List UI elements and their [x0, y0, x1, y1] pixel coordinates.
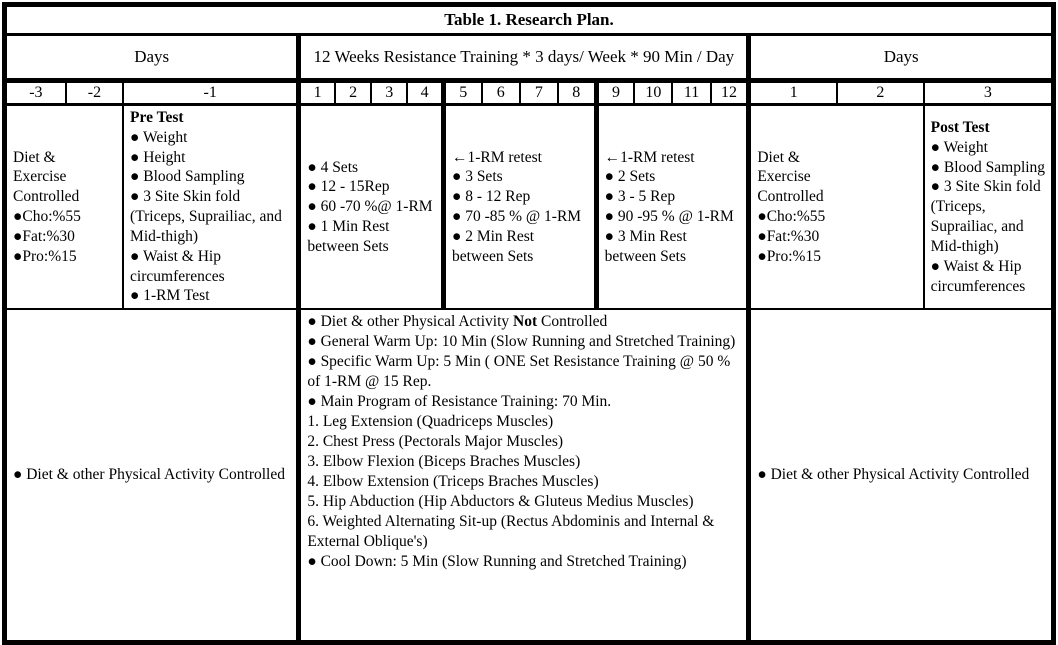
day-cell-post1: 1 — [749, 81, 837, 105]
week-cell-1: 1 — [299, 81, 335, 105]
controlled-note: ● Diet & other Physical Activity Controlled — [757, 466, 1030, 484]
pretest-item: ● Height — [130, 148, 186, 166]
posttest-item: ● Blood Sampling — [930, 158, 1046, 176]
pretest-item: ● 3 Site Skin fold (Triceps, Suprailiac, and Mid-thigh) — [130, 188, 282, 245]
session-item: 1. Leg Extension (Quadriceps Muscles) — [307, 413, 554, 431]
week-cell-2: 2 — [335, 81, 371, 105]
training-item: ● 3 Sets — [451, 168, 503, 186]
posttest-diet-cell — [749, 105, 924, 310]
training-item: ● 90 -95 % @ 1-RM — [604, 208, 734, 226]
training-item: ● 3 Min Rest between Sets — [604, 227, 687, 265]
day-cell-post3: 3 — [924, 81, 1054, 105]
posttest-cell — [924, 105, 1054, 310]
session-item: ● Cool Down: 5 Min (Slow Running and Stretched Training) — [307, 553, 687, 571]
controlled-note: ● Diet & other Physical Activity Controlled — [13, 466, 285, 484]
session-item: 6. Weighted Alternating Sit-up (Rectus Abdominis and Internal & External Oblique's) — [307, 513, 715, 551]
training-item: ● 60 -70 %@ 1-RM — [307, 198, 433, 216]
days-header-left: Days — [5, 35, 299, 81]
diet-line: Exercise — [13, 168, 67, 186]
weeks-9-12-cell — [596, 105, 749, 310]
pretest-item: ● Weight — [130, 128, 188, 146]
posttest-item: ● Waist & Hip circumferences — [930, 257, 1026, 295]
week-cell-7: 7 — [520, 81, 558, 105]
week-cell-6: 6 — [482, 81, 520, 105]
pretest-heading: Pre Test — [130, 109, 184, 126]
diet-line: Exercise — [757, 168, 811, 186]
training-item: ● 12 - 15Rep — [307, 178, 390, 196]
session-item: ● Specific Warm Up: 5 Min ( ONE Set Resistance Training @ 50 % of 1-RM @ 15 Rep. — [307, 353, 731, 391]
pretest-item: ● 1-RM Test — [130, 287, 210, 305]
diet-line: Controlled — [757, 188, 824, 206]
training-item: ● 4 Sets — [307, 158, 359, 176]
weeks-5-8-cell — [443, 105, 596, 310]
bottom-left-cell — [5, 309, 299, 643]
training-item: ● 2 Min Rest between Sets — [451, 227, 535, 265]
week-cell-3: 3 — [371, 81, 407, 105]
session-item: 3. Elbow Flexion (Biceps Braches Muscles) — [307, 453, 581, 471]
pretest-cell — [123, 105, 299, 310]
week-cell-4: 4 — [407, 81, 443, 105]
note-prefix: ● Diet & other Physical Activity — [307, 313, 513, 331]
training-header: 12 Weeks Resistance Training * 3 days/ Week * 90 Min / Day — [299, 35, 749, 81]
week-cell-12: 12 — [711, 81, 749, 105]
session-item: 2. Chest Press (Pectorals Major Muscles) — [307, 433, 564, 451]
day-cell-post2: 2 — [837, 81, 923, 105]
note-bold-word: Not — [513, 313, 538, 331]
diet-line: Diet & — [13, 148, 56, 166]
session-item: 5. Hip Abduction (Hip Abductors & Gluteus Medius Muscles) — [307, 493, 694, 511]
rm-retest-note: ←1-RM retest — [604, 148, 695, 166]
pretest-diet-cell — [5, 105, 124, 310]
research-plan-table — [2, 2, 1056, 645]
day-cell-minus1: -1 — [123, 81, 299, 105]
diet-line: ●Cho:%55 — [13, 208, 81, 226]
day-cell-minus3: -3 — [5, 81, 66, 105]
diet-line: ●Fat:%30 — [757, 227, 820, 245]
bottom-right-cell — [749, 309, 1054, 643]
diet-line: ●Pro:%15 — [13, 247, 77, 265]
week-cell-10: 10 — [634, 81, 672, 105]
session-item: ● General Warm Up: 10 Min (Slow Running and Stretched Training) — [307, 333, 736, 351]
rm-retest-note: ←1-RM retest — [451, 148, 542, 166]
training-item: ● 2 Sets — [604, 168, 656, 186]
week-cell-8: 8 — [558, 81, 596, 105]
posttest-item: ● Weight — [930, 138, 988, 156]
diet-line: ●Cho:%55 — [757, 208, 826, 226]
training-item: ● 1 Min Rest between Sets — [307, 218, 390, 255]
diet-line: ●Fat:%30 — [13, 227, 75, 245]
day-cell-minus2: -2 — [66, 81, 123, 105]
pretest-item: ● Blood Sampling — [130, 168, 245, 186]
posttest-heading: Post Test — [930, 118, 990, 136]
weeks-1-4-cell — [299, 105, 444, 310]
training-item: ● 8 - 12 Rep — [451, 188, 531, 206]
diet-line: ●Pro:%15 — [757, 247, 821, 265]
table-title: Table 1. Research Plan. — [5, 5, 1054, 35]
diet-line: Diet & — [757, 148, 800, 166]
not-controlled-note — [307, 312, 740, 332]
diet-line: Controlled — [13, 188, 80, 206]
training-item: ● 3 - 5 Rep — [604, 188, 676, 206]
session-item: 4. Elbow Extension (Triceps Braches Muscles) — [307, 473, 599, 491]
training-item: ● 70 -85 % @ 1-RM — [451, 208, 582, 226]
week-cell-9: 9 — [596, 81, 634, 105]
note-suffix: Controlled — [537, 313, 608, 331]
posttest-item: ● 3 Site Skin fold (Triceps, Suprailiac, and Mid-thigh) — [930, 178, 1041, 255]
week-cell-5: 5 — [443, 81, 481, 105]
week-cell-11: 11 — [672, 81, 710, 105]
session-detail-cell — [299, 309, 749, 643]
session-item: ● Main Program of Resistance Training: 70 Min. — [307, 393, 612, 411]
days-header-right: Days — [749, 35, 1054, 81]
pretest-item: ● Waist & Hip circumferences — [130, 247, 225, 285]
